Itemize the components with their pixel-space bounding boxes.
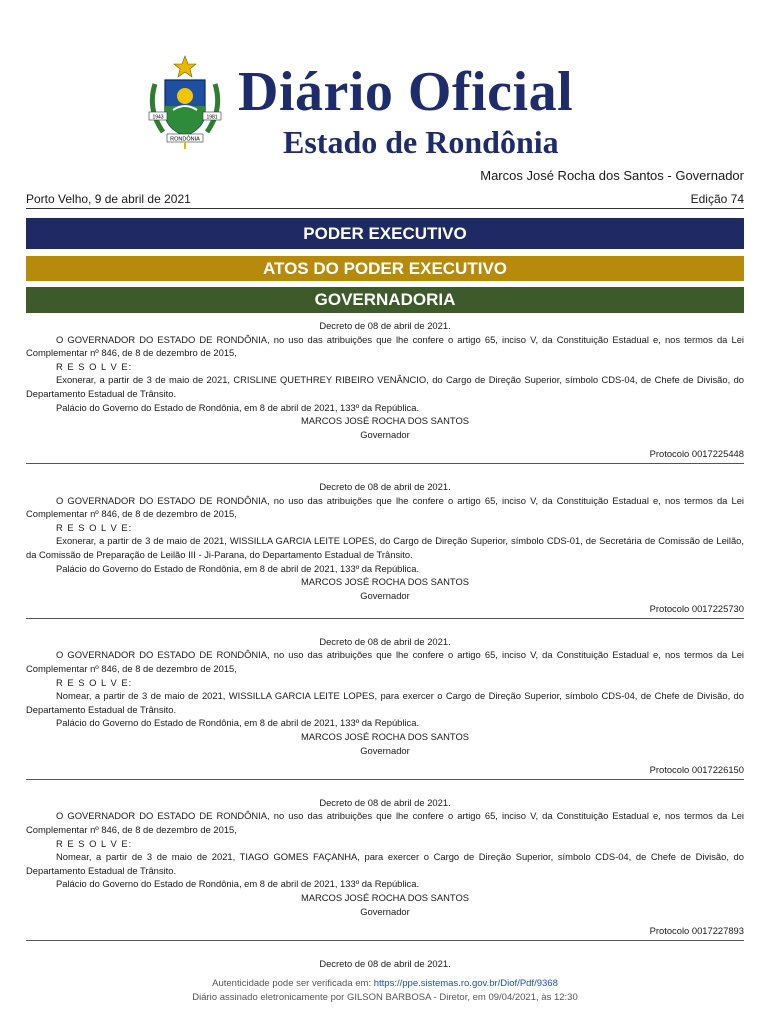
decree-signer: MARCOS JOSÉ ROCHA DOS SANTOS	[300, 891, 470, 903]
decree-protocol: Protocolo 0017225448	[649, 448, 744, 460]
decree-signer: MARCOS JOSÉ ROCHA DOS SANTOS	[300, 415, 470, 427]
decree-body: Exonerar, a partir de 3 de maio de 2021, CRISLINE QUETHREY RIBEIRO VENÂNCIO, do Cargo de Direção Superior, símbolo CDS-04, de Chefe de Divisão, do Departamento Estadual de Trânsito.	[26, 374, 744, 399]
decree-block	[26, 635, 744, 780]
decree-body: Nomear, a partir de 3 de maio de 2021, WISSILLA GARCIA LEITE LOPES, para exercer o Cargo de Direção Superior, símbolo CDS-04, de Chefe de Divisão, do Departamento Estadual de Trânsito.	[26, 690, 744, 715]
decree-resolve: R E S O L V E:	[56, 521, 133, 533]
decree-closing: Palácio do Governo do Estado de Rondônia, em 8 de abril de 2021, 133º da República.	[56, 878, 420, 890]
masthead	[0, 0, 770, 190]
decree-protocol: Protocolo 0017227893	[649, 925, 744, 937]
publication-subtitle: Estado de Rondônia	[283, 124, 559, 160]
decree-body: Nomear, a partir de 3 de maio de 2021, TIAGO GOMES FAÇANHA, para exercer o Cargo de Direção Superior, símbolo CDS-04, de Chefe de Divisão, do Departamento Estadual de Trânsito.	[26, 851, 744, 876]
decree-block	[26, 319, 744, 464]
decree-title: Decreto de 08 de abril de 2021.	[319, 320, 451, 331]
crest-year-right: 1981	[206, 114, 218, 121]
decree-preamble: O GOVERNADOR DO ESTADO DE RONDÔNIA, no uso das atribuições que lhe confere o artigo 65, inciso V, da Constituição Estadual e, nos termos da Lei Complementar nº 846, de 8 de dezembro de 2015,	[26, 333, 744, 359]
section-atos-poder-executivo: ATOS DO PODER EXECUTIVO	[26, 256, 744, 281]
decree-resolve: R E S O L V E:	[56, 837, 133, 849]
decree-resolve: R E S O L V E:	[56, 676, 133, 688]
decree-role: Governador	[360, 905, 410, 917]
decree-role: Governador	[360, 428, 410, 440]
decree-role: Governador	[360, 744, 410, 756]
decree-closing: Palácio do Governo do Estado de Rondônia, em 8 de abril de 2021, 133º da República.	[56, 562, 420, 574]
decree-preamble: O GOVERNADOR DO ESTADO DE RONDÔNIA, no uso das atribuições que lhe confere o artigo 65, inciso V, da Constituição Estadual e, nos termos da Lei Complementar nº 846, de 8 de dezembro de 2015,	[26, 810, 744, 835]
decree-title: Decreto de 08 de abril de 2021.	[319, 635, 451, 647]
section-poder-executivo: PODER EXECUTIVO	[26, 218, 744, 249]
authenticity-prefix: Autenticidade pode ser verificada em:	[212, 978, 374, 989]
page-footer	[0, 977, 770, 1005]
decree-block	[26, 796, 744, 941]
decree-title: Decreto de 08 de abril de 2021.	[319, 480, 451, 492]
decree-signer: MARCOS JOSÉ ROCHA DOS SANTOS	[300, 731, 470, 743]
edition-number: Edição 74	[690, 192, 744, 206]
decree-resolve: R E S O L V E:	[56, 360, 133, 372]
issue-date: Porto Velho, 9 de abril de 2021	[26, 192, 191, 206]
decree-protocol: Protocolo 0017226150	[649, 764, 744, 776]
decrees-content	[26, 319, 744, 970]
section-governadoria: GOVERNADORIA	[26, 287, 744, 313]
decree-title: Decreto de 08 de abril de 2021.	[319, 796, 451, 808]
decree-preamble: O GOVERNADOR DO ESTADO DE RONDÔNIA, no uso das atribuições que lhe confere o artigo 65, inciso V, da Constituição Estadual e, nos termos da Lei Complementar nº 846, de 8 de dezembro de 2015,	[26, 649, 744, 675]
decree-closing: Palácio do Governo do Estado de Rondônia, em 8 de abril de 2021, 133º da República.	[56, 401, 420, 413]
decree-closing: Palácio do Governo do Estado de Rondônia, em 8 de abril de 2021, 133º da República.	[56, 717, 420, 729]
authenticity-line	[0, 977, 770, 991]
next-decree-title: Decreto de 08 de abril de 2021.	[319, 957, 451, 969]
crest-label: RONDÔNIA	[170, 136, 200, 143]
state-crest-icon	[145, 54, 225, 150]
decree-body: Exonerar, a partir de 3 de maio de 2021, WISSILLA GARCIA LEITE LOPES, do Cargo de Direção Superior, símbolo CDS-01, de Secretária de Comissão de Leilão, da Comissão de Preparação de Leilão III - Ji-Parana, do Departamento Estadual de Trânsito.	[26, 535, 744, 560]
crest-year-left: 1943	[152, 114, 164, 121]
governor-name: Marcos José Rocha dos Santos - Governador	[480, 168, 744, 183]
publication-title: Diário Oficial	[238, 61, 574, 123]
decree-block	[26, 480, 744, 619]
signature-line: Diário assinado eletronicamente por GILSON BARBOSA - Diretor, em 09/04/2021, às 12:30	[192, 992, 578, 1003]
decree-role: Governador	[360, 589, 410, 601]
authenticity-link[interactable]: https://ppe.sistemas.ro.gov.br/Diof/Pdf/9368	[373, 978, 558, 989]
decree-signer: MARCOS JOSÉ ROCHA DOS SANTOS	[300, 576, 470, 588]
decree-protocol: Protocolo 0017225730	[649, 603, 744, 615]
issue-info-bar	[26, 192, 744, 209]
decree-preamble: O GOVERNADOR DO ESTADO DE RONDÔNIA, no uso das atribuições que lhe confere o artigo 65, inciso V, da Constituição Estadual e, nos termos da Lei Complementar nº 846, de 8 de dezembro de 2015,	[26, 494, 744, 520]
